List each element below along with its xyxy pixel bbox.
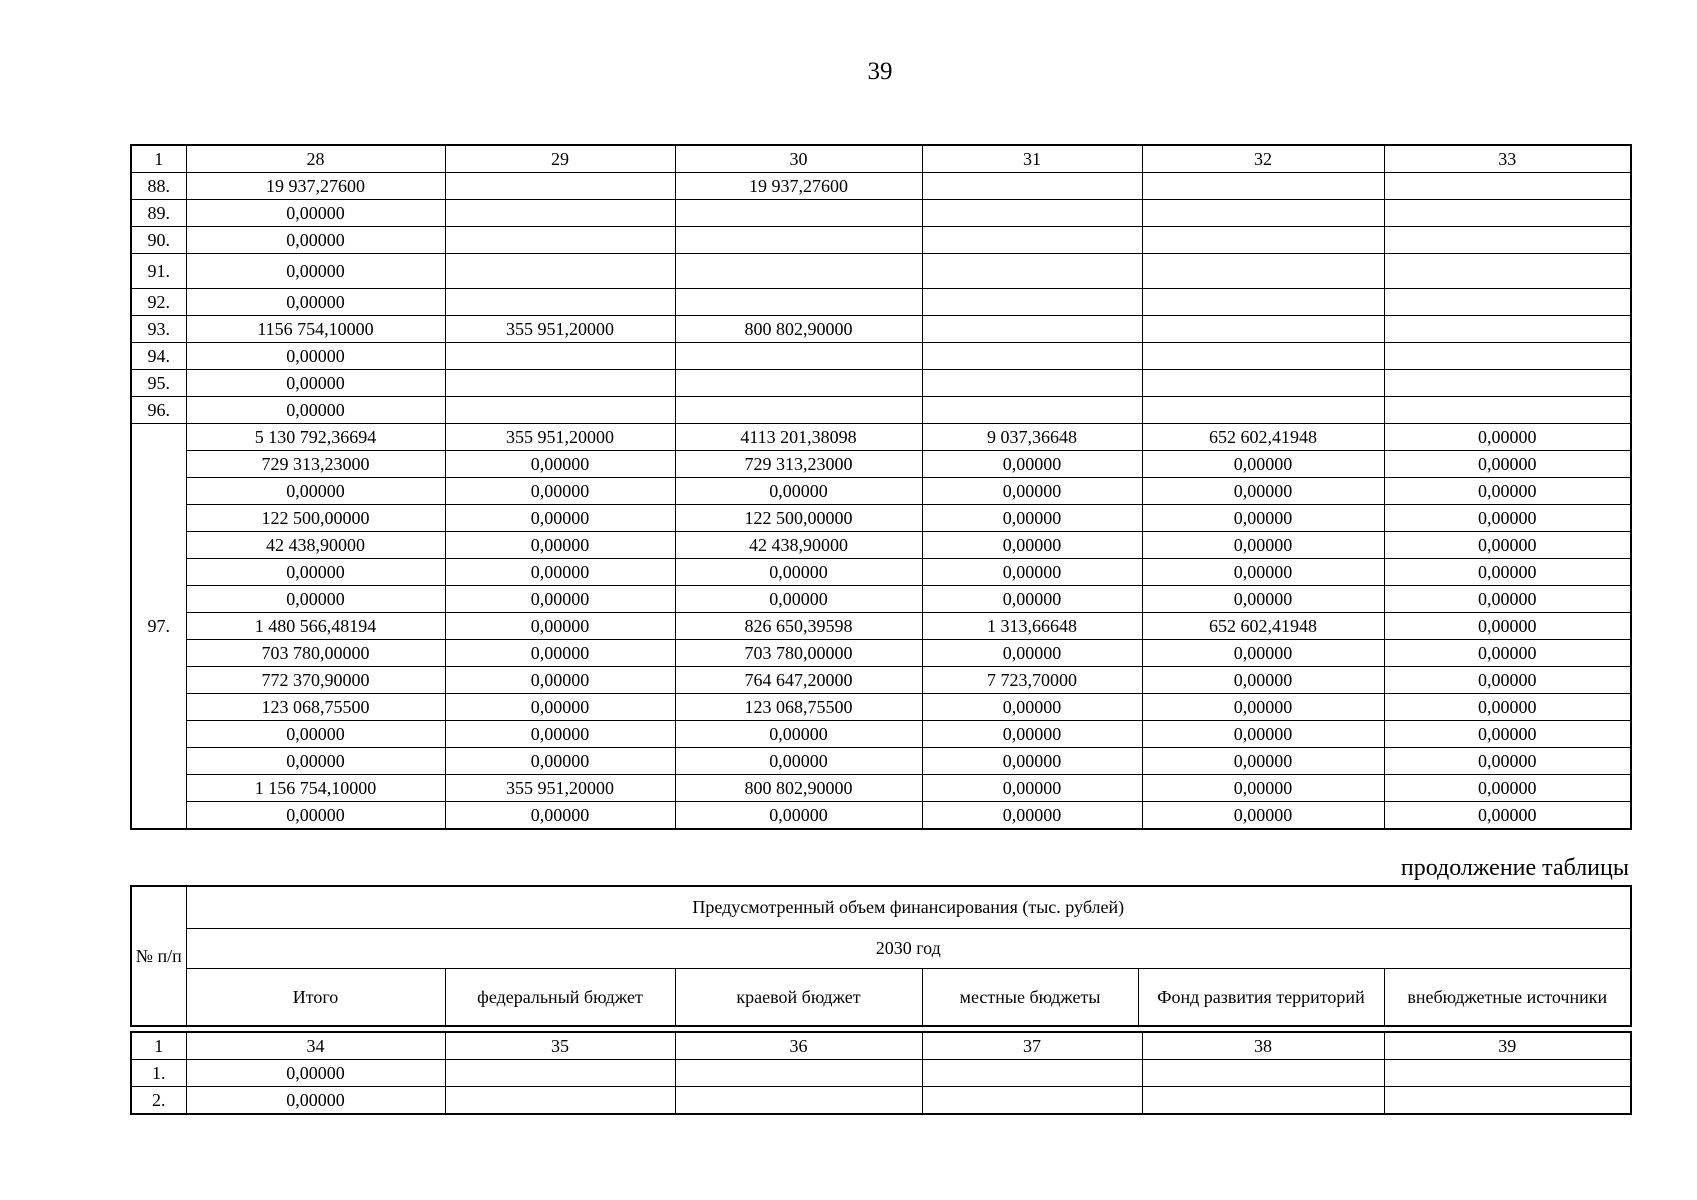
table-cell <box>922 289 1142 316</box>
table-cell <box>675 200 922 227</box>
table-row <box>131 640 1631 667</box>
row-number: 93. <box>131 316 186 343</box>
table-cell <box>675 254 922 289</box>
page-number: 39 <box>867 58 893 85</box>
table-cell: 0,00000 <box>1142 478 1384 505</box>
table-row <box>131 559 1631 586</box>
table-cell: 772 370,90000 <box>186 667 445 694</box>
row-number: 90. <box>131 227 186 254</box>
column-number: 31 <box>922 145 1142 173</box>
row-number: 89. <box>131 200 186 227</box>
table-cell <box>922 1060 1142 1087</box>
table-cell: 355 951,20000 <box>445 775 675 802</box>
column-number: 39 <box>1384 1032 1631 1060</box>
table-cell: 0,00000 <box>1384 424 1631 451</box>
table-cell <box>1384 200 1631 227</box>
table-row <box>131 316 1631 343</box>
table-cell: 800 802,90000 <box>675 775 922 802</box>
table-row <box>131 775 1631 802</box>
table-cell: 0,00000 <box>1142 505 1384 532</box>
table-cell: 764 647,20000 <box>675 667 922 694</box>
table-row <box>131 505 1631 532</box>
table-cell <box>1384 289 1631 316</box>
table-cell <box>445 227 675 254</box>
column-header-local: местные бюджеты <box>922 968 1138 1026</box>
table-cell: 0,00000 <box>445 451 675 478</box>
table-cell: 5 130 792,36694 <box>186 424 445 451</box>
table-cell <box>1384 370 1631 397</box>
table-row <box>131 586 1631 613</box>
table-cell: 42 438,90000 <box>675 532 922 559</box>
column-number-row <box>131 145 1631 173</box>
table-cell: 0,00000 <box>1142 532 1384 559</box>
table-cell: 0,00000 <box>922 640 1142 667</box>
table-row <box>131 451 1631 478</box>
table-cell: 0,00000 <box>1384 775 1631 802</box>
table-cell <box>1384 227 1631 254</box>
table-cell: 0,00000 <box>1142 586 1384 613</box>
table-cell <box>445 343 675 370</box>
column-number: 29 <box>445 145 675 173</box>
table-row <box>131 200 1631 227</box>
table-cell <box>445 289 675 316</box>
table-cell: 0,00000 <box>922 775 1142 802</box>
table-cell: 0,00000 <box>922 559 1142 586</box>
table-cell <box>1142 200 1384 227</box>
row-number: 2. <box>131 1087 186 1115</box>
table-cell: 703 780,00000 <box>675 640 922 667</box>
row-number: 96. <box>131 397 186 424</box>
table-cell <box>1142 227 1384 254</box>
table-cell <box>922 1087 1142 1115</box>
table-cell: 0,00000 <box>922 532 1142 559</box>
table-cell <box>922 200 1142 227</box>
table-cell <box>922 254 1142 289</box>
table-cell <box>922 316 1142 343</box>
column-header-extrabudgetary: внебюджетные источники <box>1384 968 1631 1026</box>
table-cell: 729 313,23000 <box>186 451 445 478</box>
table-cell <box>1142 1060 1384 1087</box>
table-cell: 0,00000 <box>675 802 922 830</box>
financing-table-2030 <box>130 1031 1632 1115</box>
column-number: 34 <box>186 1032 445 1060</box>
row-number: 95. <box>131 370 186 397</box>
table-cell <box>675 370 922 397</box>
table-cell: 0,00000 <box>922 748 1142 775</box>
table-cell: 7 723,70000 <box>922 667 1142 694</box>
table-cell: 0,00000 <box>445 505 675 532</box>
table-cell: 0,00000 <box>675 586 922 613</box>
table-cell: 800 802,90000 <box>675 316 922 343</box>
table-cell: 0,00000 <box>922 451 1142 478</box>
table-cell: 0,00000 <box>186 721 445 748</box>
table-cell: 42 438,90000 <box>186 532 445 559</box>
row-number: 88. <box>131 173 186 200</box>
table-cell <box>922 227 1142 254</box>
table-cell <box>675 289 922 316</box>
table-cell <box>922 397 1142 424</box>
table-cell <box>445 200 675 227</box>
row-number-header: № п/п <box>131 886 186 1026</box>
table-cell: 0,00000 <box>675 721 922 748</box>
table-cell <box>1142 397 1384 424</box>
table-row <box>131 694 1631 721</box>
row-number: 91. <box>131 254 186 289</box>
column-number: 36 <box>675 1032 922 1060</box>
table-cell: 0,00000 <box>186 254 445 289</box>
table-cell: 0,00000 <box>1384 532 1631 559</box>
continuation-label: продолжение таблицы <box>1400 855 1629 881</box>
table-cell: 703 780,00000 <box>186 640 445 667</box>
financing-header-table <box>130 885 1632 1027</box>
table-cell: 0,00000 <box>445 586 675 613</box>
table-cell: 0,00000 <box>186 370 445 397</box>
table-row <box>131 532 1631 559</box>
table-cell: 122 500,00000 <box>675 505 922 532</box>
table-cell: 652 602,41948 <box>1142 424 1384 451</box>
column-number: 28 <box>186 145 445 173</box>
table-cell: 122 500,00000 <box>186 505 445 532</box>
table-cell: 0,00000 <box>1384 613 1631 640</box>
table-cell: 0,00000 <box>445 640 675 667</box>
table-cell: 0,00000 <box>445 478 675 505</box>
table-cell <box>445 173 675 200</box>
table-cell <box>675 1087 922 1115</box>
table-row <box>131 254 1631 289</box>
table-cell: 0,00000 <box>1142 775 1384 802</box>
table-cell: 0,00000 <box>1142 748 1384 775</box>
table-cell: 0,00000 <box>445 721 675 748</box>
table-cell <box>922 343 1142 370</box>
table-cell: 0,00000 <box>445 667 675 694</box>
column-number: 30 <box>675 145 922 173</box>
column-header-total: Итого <box>186 968 445 1026</box>
table-cell: 0,00000 <box>922 586 1142 613</box>
table-row <box>131 748 1631 775</box>
table-cell: 0,00000 <box>1142 802 1384 830</box>
table-row <box>131 721 1631 748</box>
row-number: 92. <box>131 289 186 316</box>
table-cell <box>1384 173 1631 200</box>
table-row <box>131 667 1631 694</box>
table-cell: 355 951,20000 <box>445 316 675 343</box>
table-cell: 1 480 566,48194 <box>186 613 445 640</box>
column-number: 35 <box>445 1032 675 1060</box>
row-number: 94. <box>131 343 186 370</box>
table-cell: 0,00000 <box>186 227 445 254</box>
table-cell: 0,00000 <box>1384 478 1631 505</box>
table-cell: 0,00000 <box>675 748 922 775</box>
table-cell <box>445 254 675 289</box>
table-row <box>131 370 1631 397</box>
table-cell: 0,00000 <box>1384 721 1631 748</box>
table-cell: 0,00000 <box>186 397 445 424</box>
table-row <box>131 802 1631 830</box>
table-cell <box>1142 173 1384 200</box>
table-cell: 0,00000 <box>186 559 445 586</box>
table-cell <box>1384 1060 1631 1087</box>
table-cell: 0,00000 <box>186 802 445 830</box>
table-cell <box>445 1087 675 1115</box>
table-cell: 0,00000 <box>675 478 922 505</box>
table-cell: 652 602,41948 <box>1142 613 1384 640</box>
table-cell: 0,00000 <box>1384 559 1631 586</box>
table-cell: 0,00000 <box>186 478 445 505</box>
table-cell: 123 068,75500 <box>186 694 445 721</box>
table-cell: 0,00000 <box>1142 451 1384 478</box>
table-cell: 0,00000 <box>445 613 675 640</box>
table-cell: 0,00000 <box>1384 694 1631 721</box>
table-cell <box>1142 289 1384 316</box>
table-row <box>131 397 1631 424</box>
table-row <box>131 343 1631 370</box>
table-row <box>131 1060 1631 1087</box>
table-cell: 0,00000 <box>445 748 675 775</box>
column-header-federal: федеральный бюджет <box>445 968 675 1026</box>
table-cell <box>445 1060 675 1087</box>
table-cell: 0,00000 <box>922 694 1142 721</box>
table-cell: 0,00000 <box>445 802 675 830</box>
table-cell: 1 313,66648 <box>922 613 1142 640</box>
table-cell <box>1142 254 1384 289</box>
financing-volume-header: Предусмотренный объем финансирования (тыс. рублей) <box>186 886 1631 928</box>
table-cell: 0,00000 <box>186 1087 445 1115</box>
table-cell: 0,00000 <box>675 559 922 586</box>
table-cell <box>1142 316 1384 343</box>
table-cell: 0,00000 <box>1142 559 1384 586</box>
table-cell: 1 156 754,10000 <box>186 775 445 802</box>
table-cell: 0,00000 <box>186 748 445 775</box>
table-cell <box>922 370 1142 397</box>
row-number: 97. <box>131 424 186 830</box>
table-cell: 0,00000 <box>1384 748 1631 775</box>
table-cell <box>675 397 922 424</box>
table-cell: 729 313,23000 <box>675 451 922 478</box>
financing-table-continued <box>130 144 1632 830</box>
table-cell <box>675 343 922 370</box>
table-cell <box>1384 397 1631 424</box>
column-number: 1 <box>131 145 186 173</box>
table-cell: 0,00000 <box>186 289 445 316</box>
table-cell: 0,00000 <box>1142 667 1384 694</box>
column-header-regional: краевой бюджет <box>675 968 922 1026</box>
column-number-row <box>131 1032 1631 1060</box>
table-cell: 0,00000 <box>1384 451 1631 478</box>
table-cell: 826 650,39598 <box>675 613 922 640</box>
row-number: 1. <box>131 1060 186 1087</box>
table-cell: 0,00000 <box>186 200 445 227</box>
table-cell <box>445 370 675 397</box>
table-cell <box>1142 1087 1384 1115</box>
column-number: 1 <box>131 1032 186 1060</box>
table-cell: 0,00000 <box>922 802 1142 830</box>
table-cell: 0,00000 <box>445 532 675 559</box>
table-cell: 0,00000 <box>1384 640 1631 667</box>
table-row <box>131 424 1631 451</box>
table-row <box>131 1087 1631 1115</box>
table-cell <box>922 173 1142 200</box>
table-row <box>131 478 1631 505</box>
table-cell: 0,00000 <box>1384 505 1631 532</box>
table-cell: 0,00000 <box>1142 694 1384 721</box>
table-cell: 0,00000 <box>445 694 675 721</box>
table-cell <box>1384 254 1631 289</box>
table-cell: 19 937,27600 <box>186 173 445 200</box>
column-number: 33 <box>1384 145 1631 173</box>
table-cell: 123 068,75500 <box>675 694 922 721</box>
table-cell: 1156 754,10000 <box>186 316 445 343</box>
column-number: 32 <box>1142 145 1384 173</box>
table-cell: 19 937,27600 <box>675 173 922 200</box>
table-cell <box>675 1060 922 1087</box>
column-number: 37 <box>922 1032 1142 1060</box>
table-row <box>131 613 1631 640</box>
table-cell: 0,00000 <box>186 1060 445 1087</box>
table-cell: 355 951,20000 <box>445 424 675 451</box>
table-row <box>131 173 1631 200</box>
table-cell: 0,00000 <box>922 478 1142 505</box>
table-cell <box>1142 370 1384 397</box>
table-row <box>131 227 1631 254</box>
table-row <box>131 289 1631 316</box>
table-cell: 0,00000 <box>1142 640 1384 667</box>
table-cell <box>1142 343 1384 370</box>
column-number: 38 <box>1142 1032 1384 1060</box>
table-cell: 0,00000 <box>445 559 675 586</box>
column-header-fund: Фонд развития территорий <box>1138 968 1384 1026</box>
table-cell <box>1384 316 1631 343</box>
table-cell <box>445 397 675 424</box>
table-cell: 0,00000 <box>1384 667 1631 694</box>
table-cell: 4113 201,38098 <box>675 424 922 451</box>
year-header: 2030 год <box>186 928 1631 968</box>
table-cell: 9 037,36648 <box>922 424 1142 451</box>
table-cell: 0,00000 <box>1384 586 1631 613</box>
table-cell <box>675 227 922 254</box>
table-cell <box>1384 343 1631 370</box>
table-cell: 0,00000 <box>1384 802 1631 830</box>
table-cell: 0,00000 <box>922 721 1142 748</box>
table-cell: 0,00000 <box>922 505 1142 532</box>
table-cell: 0,00000 <box>186 343 445 370</box>
table-cell <box>1384 1087 1631 1115</box>
table-cell: 0,00000 <box>1142 721 1384 748</box>
table-cell: 0,00000 <box>186 586 445 613</box>
